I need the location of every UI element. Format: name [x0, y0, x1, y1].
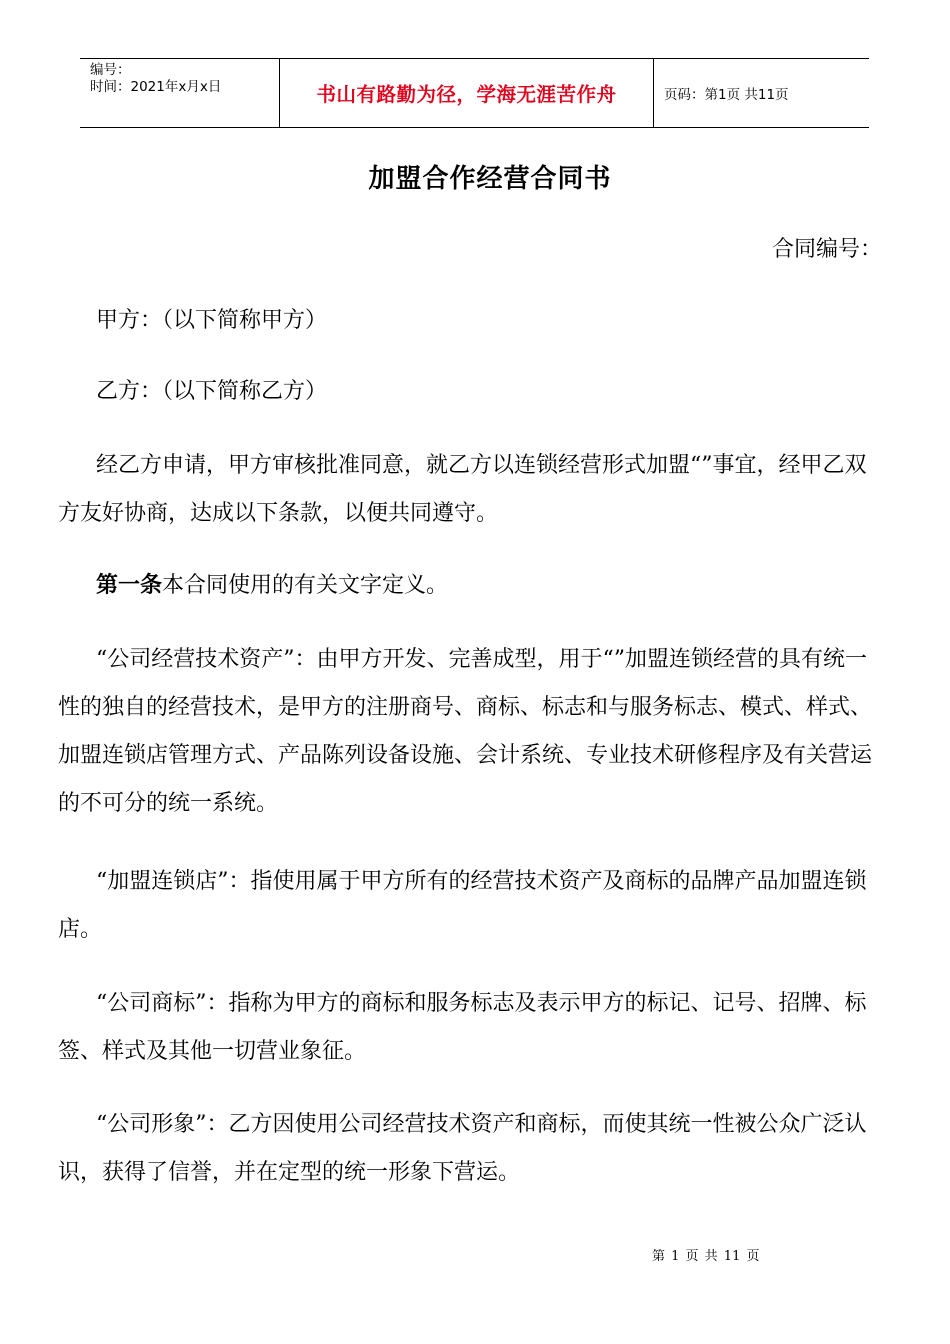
header-page-info: 页码：第1页 共11页	[664, 87, 789, 103]
intro-paragraph: 经乙方申请，甲方审核批准同意，就乙方以连锁经营形式加盟“”事宜，经甲乙双方友好协商，达成以下条款，以便共同遵守。	[58, 453, 867, 526]
party-b: 乙方：（以下简称乙方）	[96, 379, 328, 404]
contract-number-label: 合同编号：	[771, 237, 882, 262]
article-1	[58, 562, 888, 610]
header-time: 时间：2021年x月x日	[90, 79, 222, 95]
article-1-heading: 第一条	[96, 573, 163, 598]
party-a: 甲方：（以下简称甲方）	[96, 308, 328, 333]
definition-image: “公司形象”：乙方因使用公司经营技术资产和商标，而使其统一性被公众广泛认识，获得了信誉，并在定型的统一形象下营运。	[58, 1112, 867, 1185]
definition-store: “加盟连锁店”：指使用属于甲方所有的经营技术资产及商标的品牌产品加盟连锁店。	[58, 869, 867, 942]
header-number-label: 编号：	[90, 62, 131, 78]
header-meta	[80, 59, 280, 127]
document-title: 加盟合作经营合同书	[368, 164, 612, 194]
definition-assets: “公司经营技术资产”：由甲方开发、完善成型，用于“”加盟连锁经营的具有统一性的独自的经营技术，是甲方的注册商号、商标、标志和与服务标志、模式、样式、加盟连锁店管理方式、产品陈列设备设施、会计系统、专业技术研修程序及有关营运的不可分的统一系统。	[58, 647, 873, 816]
page-header	[80, 58, 869, 128]
definition-trademark: “公司商标”：指称为甲方的商标和服务标志及表示甲方的标记、记号、招牌、标签、样式及其他一切营业象征。	[58, 991, 867, 1064]
article-1-text: 本合同使用的有关文字定义。	[162, 573, 449, 598]
page-footer: 第 1 页 共 11 页	[652, 1249, 760, 1264]
header-motto: 书山有路勤为径，学海无涯苦作舟	[280, 59, 654, 127]
